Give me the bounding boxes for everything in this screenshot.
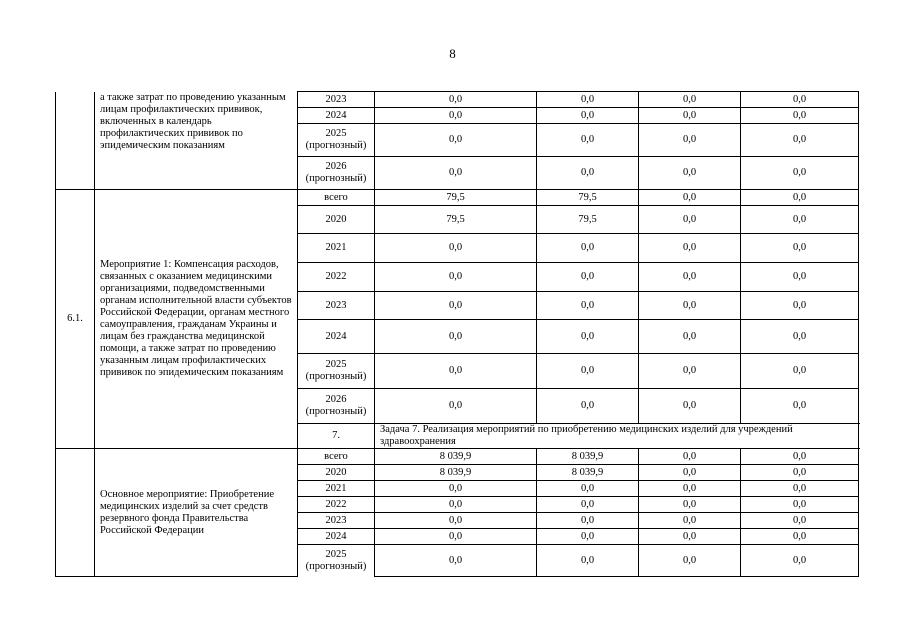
- value-cell: 0,0: [639, 206, 741, 234]
- value-cell: 79,5: [537, 190, 639, 206]
- value-cell: 0,0: [639, 263, 741, 292]
- value-cell: 0,0: [375, 234, 537, 263]
- table-row: [56, 92, 859, 108]
- value-cell: 0,0: [639, 234, 741, 263]
- value-cell: 0,0: [741, 157, 859, 190]
- table-row: [56, 190, 859, 206]
- value-cell: 0,0: [537, 124, 639, 157]
- value-cell: 0,0: [741, 234, 859, 263]
- value-cell: 0,0: [537, 108, 639, 124]
- row-number-cell: [56, 92, 95, 190]
- year-cell: 2022: [298, 497, 375, 513]
- year-cell: 2023: [298, 292, 375, 320]
- value-cell: 0,0: [375, 529, 537, 545]
- value-cell: 0,0: [741, 465, 859, 481]
- value-cell: 0,0: [741, 481, 859, 497]
- activity-description: Основное мероприятие: Приобретение медицинских изделий за счет средств резервного фонда Правительства Российской Федерации: [95, 449, 298, 577]
- year-cell: всего: [298, 449, 375, 465]
- value-cell: 0,0: [375, 292, 537, 320]
- row-number-cell: 7.: [298, 424, 375, 449]
- value-cell: 79,5: [375, 206, 537, 234]
- value-cell: 0,0: [639, 529, 741, 545]
- value-cell: 0,0: [375, 481, 537, 497]
- value-cell: 0,0: [639, 157, 741, 190]
- year-cell: 2024: [298, 529, 375, 545]
- value-cell: 0,0: [741, 190, 859, 206]
- value-cell: 0,0: [537, 354, 639, 389]
- row-number-cell: [56, 449, 95, 577]
- year-cell: 2025 (прогнозный): [298, 124, 375, 157]
- value-cell: 0,0: [375, 320, 537, 354]
- value-cell: 8 039,9: [375, 449, 537, 465]
- value-cell: 0,0: [639, 449, 741, 465]
- year-cell: 2026 (прогнозный): [298, 389, 375, 424]
- value-cell: 0,0: [375, 354, 537, 389]
- value-cell: 0,0: [537, 545, 639, 577]
- value-cell: 0,0: [639, 389, 741, 424]
- value-cell: 0,0: [375, 92, 537, 108]
- value-cell: 0,0: [537, 263, 639, 292]
- value-cell: 79,5: [537, 206, 639, 234]
- value-cell: 0,0: [375, 513, 537, 529]
- value-cell: 0,0: [537, 389, 639, 424]
- year-cell: 2020: [298, 465, 375, 481]
- value-cell: 0,0: [639, 292, 741, 320]
- value-cell: 0,0: [639, 513, 741, 529]
- year-cell: 2021: [298, 481, 375, 497]
- value-cell: 8 039,9: [537, 465, 639, 481]
- value-cell: 0,0: [639, 124, 741, 157]
- value-cell: 0,0: [639, 354, 741, 389]
- value-cell: 0,0: [639, 481, 741, 497]
- value-cell: 0,0: [741, 292, 859, 320]
- value-cell: 0,0: [537, 513, 639, 529]
- value-cell: 0,0: [741, 545, 859, 577]
- value-cell: 0,0: [741, 529, 859, 545]
- value-cell: 0,0: [741, 449, 859, 465]
- value-cell: 0,0: [639, 545, 741, 577]
- value-cell: 0,0: [741, 92, 859, 108]
- value-cell: 0,0: [375, 124, 537, 157]
- activity-description: Мероприятие 1: Компенсация расходов, связанных с оказанием медицинскими организациями, подведомственными органам исполнительной власти субъектов Российской Федерации, органам местного самоуправления, гражданам Украины и лицам без гражданства медицинской помощи, а также затрат по проведению указанным лицам профилактических прививок по эпидемическим показаниям: [95, 190, 298, 449]
- year-cell: 2026 (прогнозный): [298, 157, 375, 190]
- value-cell: 0,0: [741, 263, 859, 292]
- value-cell: 0,0: [537, 157, 639, 190]
- value-cell: 0,0: [741, 124, 859, 157]
- value-cell: 0,0: [741, 108, 859, 124]
- value-cell: 79,5: [375, 190, 537, 206]
- row-number-cell: 6.1.: [56, 190, 95, 449]
- table-row: [56, 449, 859, 465]
- value-cell: 0,0: [375, 108, 537, 124]
- year-cell: 2022: [298, 263, 375, 292]
- value-cell: 0,0: [639, 190, 741, 206]
- page-number: 8: [449, 46, 456, 61]
- value-cell: 0,0: [639, 465, 741, 481]
- value-cell: 0,0: [375, 263, 537, 292]
- year-cell: 2023: [298, 92, 375, 108]
- year-cell: всего: [298, 190, 375, 206]
- year-cell: 2020: [298, 206, 375, 234]
- value-cell: 0,0: [639, 92, 741, 108]
- value-cell: 0,0: [375, 157, 537, 190]
- value-cell: 0,0: [537, 497, 639, 513]
- value-cell: 0,0: [741, 206, 859, 234]
- value-cell: 0,0: [375, 545, 537, 577]
- activity-description: а также затрат по проведению указанным лицам профилактических прививок, включенных в календарь профилактических прививок по эпидемическим показаниям: [95, 92, 298, 190]
- value-cell: 0,0: [375, 389, 537, 424]
- value-cell: 0,0: [537, 92, 639, 108]
- value-cell: 0,0: [639, 108, 741, 124]
- value-cell: 8 039,9: [537, 449, 639, 465]
- value-cell: 0,0: [741, 513, 859, 529]
- value-cell: 0,0: [375, 497, 537, 513]
- value-cell: 0,0: [537, 529, 639, 545]
- year-cell: 2021: [298, 234, 375, 263]
- value-cell: 0,0: [537, 320, 639, 354]
- year-cell: 2024: [298, 108, 375, 124]
- task-heading: Задача 7. Реализация мероприятий по приобретению медицинских изделий для учреждений здравоохранения: [375, 424, 859, 449]
- year-cell: 2025 (прогнозный): [298, 545, 375, 577]
- value-cell: 0,0: [741, 497, 859, 513]
- year-cell: 2023: [298, 513, 375, 529]
- value-cell: 0,0: [537, 292, 639, 320]
- value-cell: 8 039,9: [375, 465, 537, 481]
- value-cell: 0,0: [537, 481, 639, 497]
- value-cell: 0,0: [639, 320, 741, 354]
- value-cell: 0,0: [741, 320, 859, 354]
- value-cell: 0,0: [741, 354, 859, 389]
- value-cell: 0,0: [639, 497, 741, 513]
- year-cell: 2024: [298, 320, 375, 354]
- year-cell: 2025 (прогнозный): [298, 354, 375, 389]
- value-cell: 0,0: [537, 234, 639, 263]
- budget-table: [55, 91, 859, 577]
- value-cell: 0,0: [741, 389, 859, 424]
